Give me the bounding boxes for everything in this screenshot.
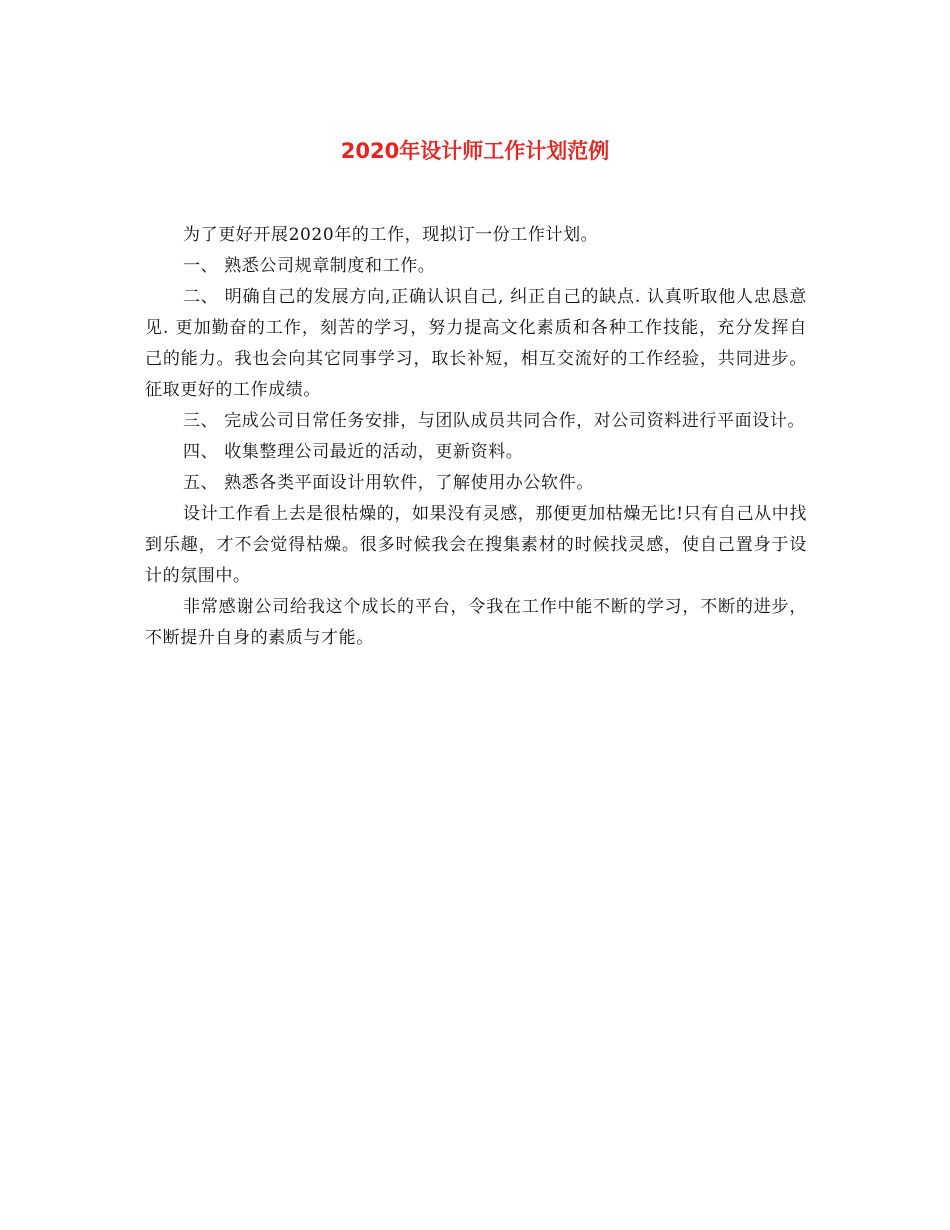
paragraph-item-2: 二、 明确自己的发展方向,正确认识自己, 纠正自己的缺点. 认真听取他人忠恳意见. 更加勤奋的工作，刻苦的学习，努力提高文化素质和各种工作技能，充分发挥自己的能力。我也会向其它同事学习，取长补短，相互交流好的工作经验，共同进步。征取更好的工作成绩。 bbox=[145, 287, 807, 400]
paragraph-intro: 为了更好开展2020年的工作，现拟订一份工作计划。 bbox=[183, 225, 599, 245]
paragraph-item-4: 四、 收集整理公司最近的活动，更新资料。 bbox=[183, 442, 524, 462]
paragraph-reflection: 设计工作看上去是很枯燥的，如果没有灵感，那便更加枯燥无比!只有自己从中找到乐趣，才不会觉得枯燥。很多时候我会在搜集素材的时候找灵感，使自己置身于设计的氛围中。 bbox=[145, 504, 807, 586]
paragraph-item-3: 三、 完成公司日常任务安排，与团队成员共同合作，对公司资料进行平面设计。 bbox=[183, 411, 806, 431]
document-title: 2020年设计师工作计划范例 bbox=[340, 139, 610, 163]
paragraph-item-5: 五、 熟悉各类平面设计用软件，了解使用办公软件。 bbox=[183, 473, 594, 493]
document-body bbox=[145, 220, 807, 654]
paragraph-closing: 非常感谢公司给我这个成长的平台，令我在工作中能不断的学习，不断的进步，不断提升自身的素质与才能。 bbox=[145, 597, 807, 648]
paragraph-item-1: 一、 熟悉公司规章制度和工作。 bbox=[183, 256, 436, 276]
